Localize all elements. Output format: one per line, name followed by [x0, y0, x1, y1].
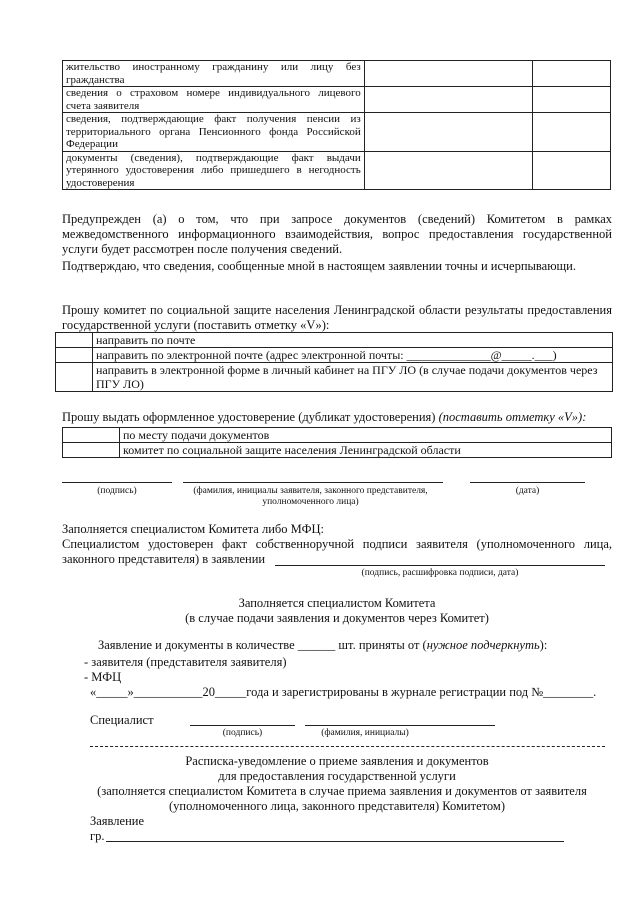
name-caption: (фамилия, инициалы заявителя, законного представителя, уполномоченного лица): [193, 486, 428, 507]
specialist-text: [62, 537, 612, 567]
table-cell: сведения, подтверждающие факт получения пенсии из территориального органа Пенсионного фонда Российской Федерации: [63, 113, 365, 152]
receipt-title: Расписка-уведомление о приеме заявления и документов: [185, 754, 489, 768]
accepted-line: [98, 638, 618, 653]
table-row: [63, 151, 611, 190]
table-row: [56, 333, 613, 348]
checkbox-cell[interactable]: [56, 363, 93, 392]
option-applicant: - заявителя (представителя заявителя): [84, 655, 287, 669]
date-line[interactable]: [470, 482, 585, 483]
date-caption: (дата): [515, 486, 540, 496]
name-line[interactable]: [183, 482, 443, 483]
table-cell: [364, 151, 533, 190]
checkbox-cell[interactable]: [63, 428, 120, 443]
confirm-paragraph: Подтверждаю, что сведения, сообщенные мной в настоящем заявлении точны и исчерпывающи.: [62, 259, 576, 273]
accepted-note: нужное подчеркнуть: [426, 638, 540, 652]
checkbox-cell[interactable]: [56, 348, 93, 363]
table-row: [63, 443, 612, 458]
specialist-signature-line[interactable]: [275, 565, 605, 566]
table-cell: [364, 61, 533, 87]
specialist-caption: (подпись, расшифровка подписи, дата): [361, 568, 519, 578]
specialist-text-content: Специалистом удостоверен факт собственноручной подписи заявителя (уполномоченного лица, законного представителя) в заявлении: [62, 537, 612, 566]
receipt-subtitle: для предоставления государственной услуги: [218, 769, 456, 783]
table-cell: [533, 87, 611, 113]
option-mfc: - МФЦ: [84, 670, 122, 684]
specialist-name-caption: (фамилия, инициалы): [321, 728, 409, 738]
table-row: [63, 113, 611, 152]
table-row: [63, 428, 612, 443]
option-label: комитет по социальной защите населения Ленинградской области: [120, 443, 612, 458]
signature-caption: (подпись): [97, 486, 137, 496]
citizen-prefix: гр.: [90, 829, 105, 843]
receipt-note-1: (заполняется специалистом Комитета в случае приема заявления и документов от заявителя: [97, 784, 587, 798]
table-row: [63, 87, 611, 113]
issue-request-note: (поставить отметку «V»):: [438, 410, 587, 424]
committee-title: Заполняется специалистом Комитета: [238, 596, 436, 610]
specialist-title: Заполняется специалистом Комитета либо МФЦ:: [62, 522, 324, 536]
option-label: направить по электронной почте (адрес электронной почты: ______________@_____.___): [93, 348, 613, 363]
option-label: направить в электронной форме в личный кабинет на ПГУ ЛО (в случае подачи документов через ПГУ ЛО): [93, 363, 613, 392]
specialist-sign-caption: (подпись): [222, 728, 263, 738]
cut-line-divider: [90, 746, 605, 747]
table-cell: [533, 61, 611, 87]
table-row: [56, 348, 613, 363]
table-cell: [533, 151, 611, 190]
issue-options-table: [62, 427, 612, 458]
table-cell: сведения о страховом номере индивидуального лицевого счета заявителя: [63, 87, 365, 113]
registration-date-line: «_____»___________20_____года и зарегистрированы в журнале регистрации под №________.: [90, 685, 597, 699]
result-options-table: [55, 332, 613, 392]
option-label: направить по почте: [93, 333, 613, 348]
specialist-label: Специалист: [90, 713, 154, 727]
checkbox-cell[interactable]: [63, 443, 120, 458]
accepted-suffix: ):: [539, 638, 548, 652]
citizen-name-line[interactable]: [106, 841, 564, 842]
issue-request-main: Прошу выдать оформленное удостоверение (дубликат удостоверения): [62, 410, 436, 424]
signature-line[interactable]: [62, 482, 172, 483]
table-row: [63, 61, 611, 87]
table-cell: [533, 113, 611, 152]
table-cell: [364, 87, 533, 113]
statement-label: Заявление: [90, 814, 145, 828]
result-request-text: Прошу комитет по социальной защите населения Ленинградской области результаты предоставления государственной услуги (поставить отметку «V»):: [62, 303, 612, 332]
accepted-prefix: Заявление и документы в количестве ______ шт. приняты от (: [98, 638, 427, 652]
committee-subtitle: (в случае подачи заявления и документов через Комитет): [185, 611, 489, 625]
table-cell: документы (сведения), подтверждающие факт выдачи утерянного удостоверения либо пришедшего в негодность удостоверения: [63, 151, 365, 190]
issue-request-text: [62, 410, 622, 425]
specialist-name-line[interactable]: [305, 725, 495, 726]
warning-paragraph: Предупрежден (а) о том, что при запросе документов (сведений) Комитетом в рамках межведомственного информационного взаимодействия, вопрос предоставления государственной услуги будет рассмотрен после получения сведений.: [62, 212, 612, 256]
table-cell: [364, 113, 533, 152]
table-row: [56, 363, 613, 392]
specialist-sign-line[interactable]: [190, 725, 295, 726]
table-cell: жительство иностранному гражданину или лицу без гражданства: [63, 61, 365, 87]
receipt-note-2: (уполномоченного лица, законного представителя) Комитетом): [168, 799, 506, 813]
option-label: по месту подачи документов: [120, 428, 612, 443]
documents-table: [62, 60, 611, 190]
checkbox-cell[interactable]: [56, 333, 93, 348]
